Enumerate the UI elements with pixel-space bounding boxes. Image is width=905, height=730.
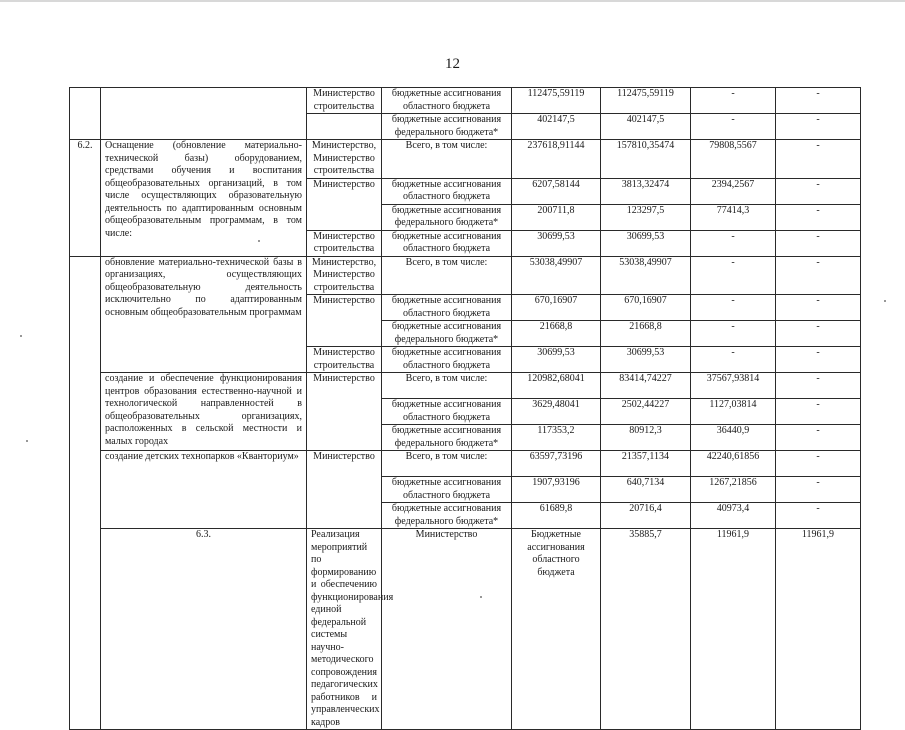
table-row bbox=[70, 88, 861, 114]
value-year1-cell: 21668,8 bbox=[601, 321, 691, 347]
value-year3-cell: - bbox=[776, 425, 861, 451]
value-year3-cell: - bbox=[776, 140, 861, 179]
scan-top-edge bbox=[0, 0, 905, 2]
value-year1-cell: 80912,3 bbox=[601, 425, 691, 451]
value-total-cell: 30699,53 bbox=[512, 347, 601, 373]
value-year3-cell: - bbox=[776, 399, 861, 425]
value-total-cell: 21668,8 bbox=[512, 321, 601, 347]
executor-cell: Министерство, Министерство строительства bbox=[307, 140, 382, 179]
value-year1-cell: 3813,32474 bbox=[601, 178, 691, 204]
value-total-cell: 670,16907 bbox=[512, 295, 601, 321]
item-number-cell: 6.3. bbox=[101, 529, 307, 730]
value-year1-cell: 30699,53 bbox=[601, 347, 691, 373]
value-year1-cell: 123297,5 bbox=[601, 204, 691, 230]
value-year3-cell: - bbox=[776, 178, 861, 204]
value-year3-cell: - bbox=[776, 88, 861, 114]
value-total-cell: 237618,91144 bbox=[512, 140, 601, 179]
value-year2-cell: 1267,21856 bbox=[691, 477, 776, 503]
funding-source-cell: бюджетные ассигнования областного бюджета bbox=[382, 178, 512, 204]
value-year1-cell: 157810,35474 bbox=[601, 140, 691, 179]
value-total-cell: 30699,53 bbox=[512, 230, 601, 256]
value-year1-cell: 53038,49907 bbox=[601, 256, 691, 295]
value-total-cell: 120982,68041 bbox=[512, 373, 601, 399]
funding-source-cell: Всего, в том числе: bbox=[382, 373, 512, 399]
value-total-cell: 1907,93196 bbox=[512, 477, 601, 503]
funding-source-cell: бюджетные ассигнования областного бюджета bbox=[382, 295, 512, 321]
executor-cell: Министерство bbox=[307, 178, 382, 230]
value-year2-cell: 1127,03814 bbox=[691, 399, 776, 425]
value-year3-cell: - bbox=[776, 451, 861, 477]
scan-speck bbox=[258, 240, 260, 242]
value-year1-cell: 21357,1134 bbox=[601, 451, 691, 477]
funding-source-cell: бюджетные ассигнования федерального бюджета* bbox=[382, 321, 512, 347]
page-number: 12 bbox=[445, 56, 460, 72]
value-total-cell: 112475,59119 bbox=[512, 88, 601, 114]
funding-source-cell: бюджетные ассигнования областного бюджета bbox=[382, 347, 512, 373]
value-year2-cell: 40973,4 bbox=[691, 503, 776, 529]
value-year2-cell: - bbox=[691, 256, 776, 295]
value-year2-cell: 79808,5567 bbox=[691, 140, 776, 179]
funding-source-cell: Всего, в том числе: bbox=[382, 451, 512, 477]
table-row bbox=[70, 529, 861, 730]
value-year3-cell: - bbox=[776, 321, 861, 347]
executor-cell bbox=[307, 114, 382, 140]
scan-speck bbox=[480, 596, 482, 598]
value-year1-cell: 30699,53 bbox=[601, 230, 691, 256]
value-year1-cell: 402147,5 bbox=[601, 114, 691, 140]
budget-table bbox=[69, 87, 861, 730]
funding-source-cell: Всего, в том числе: bbox=[382, 256, 512, 295]
value-total-cell: 3629,48041 bbox=[512, 399, 601, 425]
funding-source-cell: Всего, в том числе: bbox=[382, 140, 512, 179]
value-year3-cell: - bbox=[776, 204, 861, 230]
item-description-cell: создание детских технопарков «Кванториум» bbox=[101, 451, 307, 529]
funding-source-cell: бюджетные ассигнования федерального бюджета* bbox=[382, 204, 512, 230]
value-year3-cell: - bbox=[776, 295, 861, 321]
item-number-cell bbox=[70, 256, 101, 730]
value-year3-cell: - bbox=[776, 347, 861, 373]
funding-source-cell: Бюджетные ассигнования областного бюджета bbox=[512, 529, 601, 730]
value-year3-cell: - bbox=[776, 114, 861, 140]
value-year2-cell: - bbox=[691, 88, 776, 114]
value-total-cell: 117353,2 bbox=[512, 425, 601, 451]
funding-source-cell: бюджетные ассигнования федерального бюджета* bbox=[382, 425, 512, 451]
value-year2-cell: - bbox=[691, 230, 776, 256]
value-year2-cell: 37567,93814 bbox=[691, 373, 776, 399]
value-total-cell: 402147,5 bbox=[512, 114, 601, 140]
table-row bbox=[70, 256, 861, 295]
value-total-cell: 6207,58144 bbox=[512, 178, 601, 204]
executor-cell: Министерство строительства bbox=[307, 88, 382, 114]
value-year1-cell: 2502,44227 bbox=[601, 399, 691, 425]
value-year3-cell: - bbox=[776, 230, 861, 256]
value-total-cell: 200711,8 bbox=[512, 204, 601, 230]
funding-source-cell: бюджетные ассигнования областного бюджета bbox=[382, 477, 512, 503]
item-description-cell bbox=[101, 88, 307, 140]
funding-source-cell: бюджетные ассигнования областного бюджета bbox=[382, 230, 512, 256]
scan-speck bbox=[20, 335, 22, 337]
item-number-cell: 6.2. bbox=[70, 140, 101, 257]
value-year3-cell: - bbox=[776, 256, 861, 295]
funding-source-cell: бюджетные ассигнования федерального бюджета* bbox=[382, 503, 512, 529]
value-year2-cell: - bbox=[691, 114, 776, 140]
scan-speck bbox=[26, 440, 28, 442]
value-year1-cell: 670,16907 bbox=[601, 295, 691, 321]
value-year1-cell: 83414,74227 bbox=[601, 373, 691, 399]
executor-cell: Министерство, Министерство строительства bbox=[307, 256, 382, 295]
value-year1-cell: 20716,4 bbox=[601, 503, 691, 529]
table-row bbox=[70, 451, 861, 477]
value-year1-cell: 11961,9 bbox=[691, 529, 776, 730]
funding-source-cell: бюджетные ассигнования федерального бюджета* bbox=[382, 114, 512, 140]
executor-cell: Министерство bbox=[382, 529, 512, 730]
value-total-cell: 53038,49907 bbox=[512, 256, 601, 295]
item-description-cell: Реализация мероприятий по формированию и обеспечению функционирования единой федеральной системы научно-методического сопровождения педагогических работников и управленческих кадров bbox=[307, 529, 382, 730]
executor-cell: Министерство строительства bbox=[307, 230, 382, 256]
funding-source-cell: бюджетные ассигнования областного бюджета bbox=[382, 399, 512, 425]
executor-cell: Министерство bbox=[307, 373, 382, 451]
table-row bbox=[70, 140, 861, 179]
scan-speck bbox=[884, 300, 886, 302]
executor-cell: Министерство bbox=[307, 295, 382, 347]
item-number-cell bbox=[70, 88, 101, 140]
value-year2-cell: - bbox=[691, 295, 776, 321]
value-year2-cell: 42240,61856 bbox=[691, 451, 776, 477]
value-year1-cell: 640,7134 bbox=[601, 477, 691, 503]
value-year2-cell: 77414,3 bbox=[691, 204, 776, 230]
value-year3-cell: - bbox=[776, 373, 861, 399]
value-year3-cell: - bbox=[776, 477, 861, 503]
table-row bbox=[70, 373, 861, 399]
item-description-cell: создание и обеспечение функционирования центров образования естественно-научной и технологической направленностей в общеобразовательных организациях, расположенных в сельской местности и малых городах bbox=[101, 373, 307, 451]
item-description-cell: Оснащение (обновление материально-технической базы) оборудованием, средствами обучения и воспитания общеобразовательных организаций, в том числе осуществляющих образовательную деятельность по адаптированным основным общеобразовательным программам, в том числе: bbox=[101, 140, 307, 257]
value-year2-cell: - bbox=[691, 347, 776, 373]
executor-cell: Министерство строительства bbox=[307, 347, 382, 373]
executor-cell: Министерство bbox=[307, 451, 382, 529]
value-year1-cell: 112475,59119 bbox=[601, 88, 691, 114]
item-description-cell: обновление материально-технической базы в организациях, осуществляющих общеобразовательную деятельность исключительно по адаптированным основным общеобразовательным программам bbox=[101, 256, 307, 373]
value-year2-cell: 36440,9 bbox=[691, 425, 776, 451]
value-year3-cell: - bbox=[776, 503, 861, 529]
value-total-cell: 61689,8 bbox=[512, 503, 601, 529]
value-year2-cell: - bbox=[691, 321, 776, 347]
funding-source-cell: бюджетные ассигнования областного бюджета bbox=[382, 88, 512, 114]
value-year2-cell: 2394,2567 bbox=[691, 178, 776, 204]
value-total-cell: 63597,73196 bbox=[512, 451, 601, 477]
value-total-cell: 35885,7 bbox=[601, 529, 691, 730]
value-year2-cell: 11961,9 bbox=[776, 529, 861, 730]
